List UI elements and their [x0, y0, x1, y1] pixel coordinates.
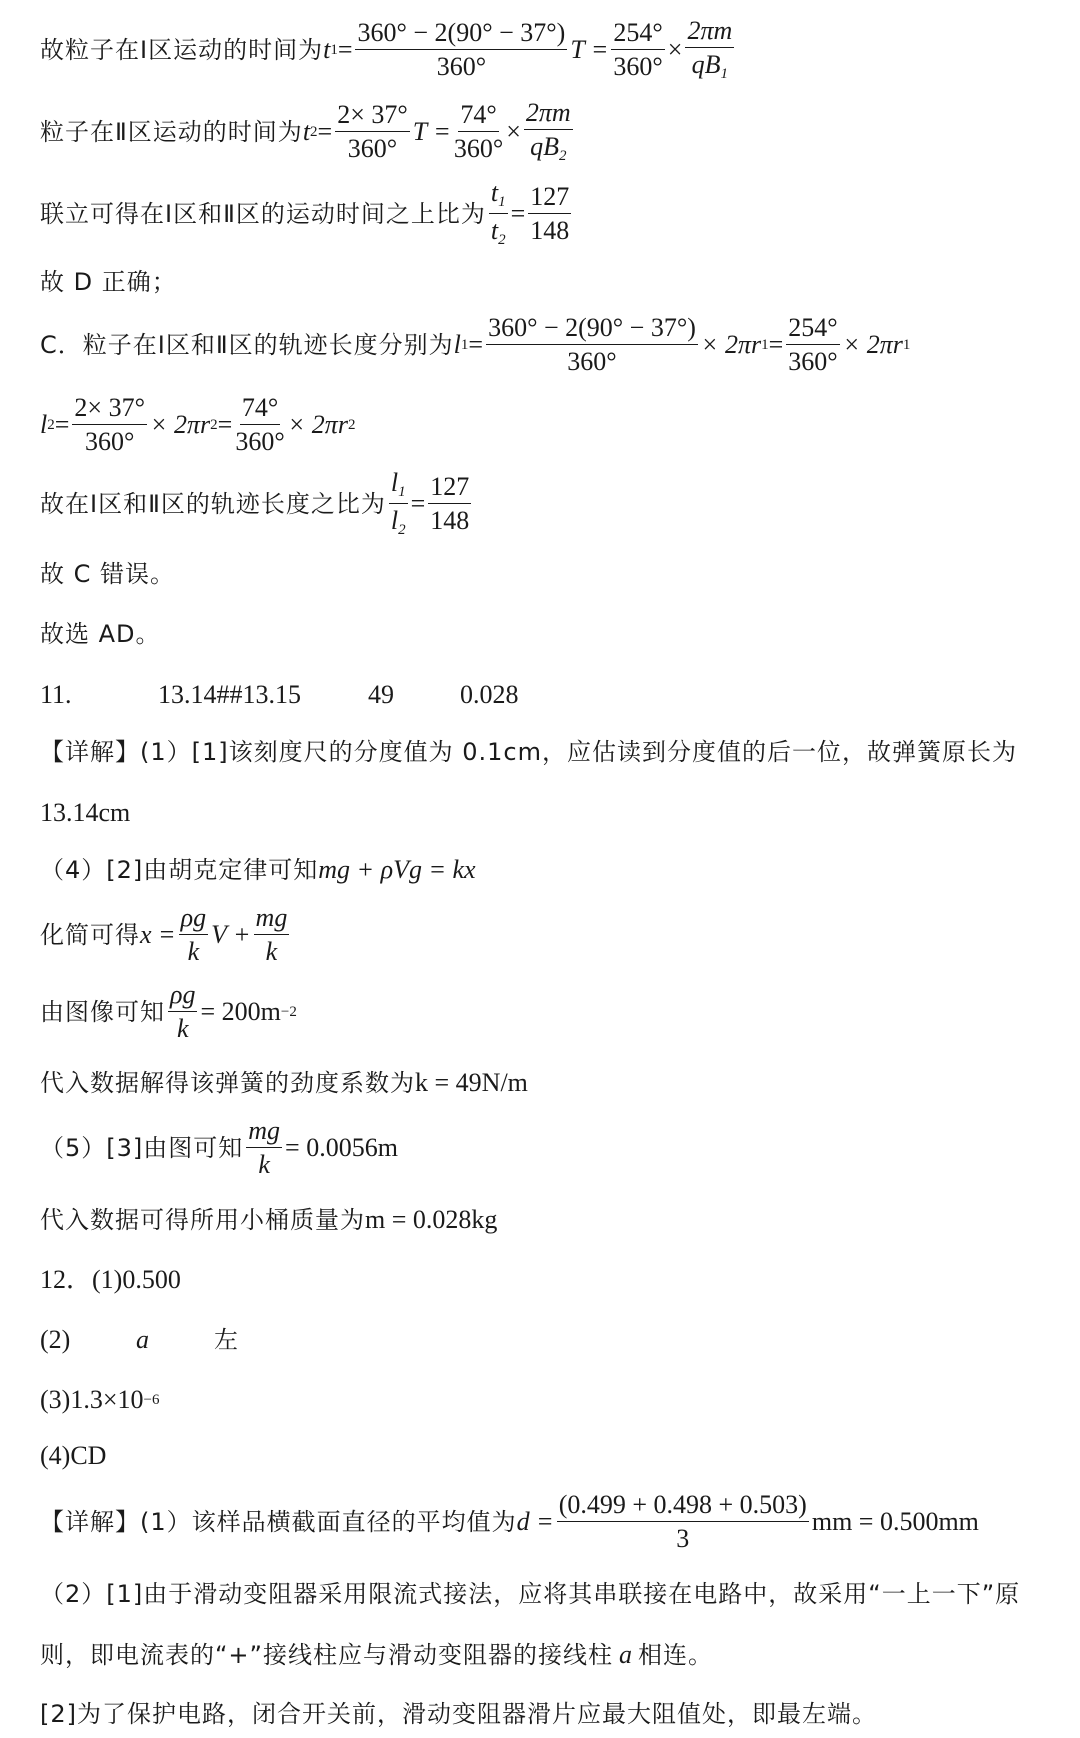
answer-3: 0.028 [460, 680, 519, 709]
den-var: qB [530, 132, 559, 161]
denominator: 360° [347, 134, 398, 163]
numerator: 2× 37° [335, 102, 410, 132]
denominator [391, 504, 406, 538]
text: （5）[3]由图可知 [40, 1134, 244, 1162]
eq: = [410, 489, 426, 518]
denominator: 148 [530, 216, 570, 245]
numerator: ρg [179, 905, 208, 935]
den-var: qB [691, 50, 721, 79]
text: 【详解】(1）该样品横截面直径的平均值为 [40, 1508, 517, 1536]
eq: = [217, 410, 233, 439]
numerator: ρg [168, 982, 197, 1012]
sup: −2 [280, 1003, 297, 1020]
denominator [491, 214, 506, 248]
eq: = [317, 117, 333, 146]
fraction [235, 395, 284, 455]
fraction [72, 395, 147, 455]
fraction [355, 20, 567, 80]
question-number: 11. [40, 680, 72, 709]
denominator: 3 [676, 1524, 690, 1553]
numerator: 360° − 2(90° − 37°) [355, 20, 567, 50]
numerator: 127 [428, 474, 471, 504]
sub: 1 [498, 194, 506, 210]
text: T = [412, 117, 451, 146]
sub: 1 [902, 336, 911, 353]
numerator: 254° [611, 20, 664, 50]
numerator: mg [246, 1118, 282, 1148]
sub: 1 [330, 41, 338, 58]
numerator: 360° − 2(90° − 37°) [486, 315, 698, 345]
sub: 2 [559, 148, 567, 164]
numerator: 74° [240, 395, 280, 425]
fraction [611, 20, 664, 80]
numerator: mg [254, 905, 290, 935]
k-value [40, 1070, 528, 1096]
label: (2) [40, 1325, 71, 1354]
equation-l2 [40, 395, 355, 455]
q11-detail-1 [40, 740, 1017, 764]
text: × 2πr [287, 410, 348, 439]
fraction [486, 315, 698, 375]
equation-l1 [40, 315, 910, 375]
q12-detail-2a [40, 1582, 1020, 1606]
text: （2）[1]由于滑动变阻器采用限流式接法，应将其串联接在电路中，故采用“一上一下”原 [40, 1580, 1021, 1608]
text: = 200m [200, 997, 281, 1026]
var: t [302, 117, 311, 146]
sub: 2 [398, 522, 406, 538]
conclusion-c [40, 562, 175, 586]
eq: = [768, 330, 784, 359]
text: 代入数据可得所用小桶质量为 [40, 1206, 365, 1234]
denominator [530, 130, 566, 164]
fraction [389, 470, 408, 538]
text: 化简可得 [40, 921, 140, 949]
q12-detail-2b [40, 1642, 713, 1668]
q12-answer-4 [40, 1443, 106, 1469]
eq: = [468, 330, 484, 359]
text: = 0.0056m [285, 1133, 398, 1162]
formula: k = 49N/m [415, 1068, 528, 1097]
numerator: 74° [458, 102, 498, 132]
fraction [168, 982, 197, 1042]
equation-l-ratio [40, 470, 474, 538]
times: × [506, 117, 521, 146]
q12-answer-1 [40, 1267, 181, 1293]
numerator [389, 470, 408, 504]
fraction [179, 905, 208, 965]
q11-detail-1b [40, 800, 130, 826]
denominator: 360° [436, 52, 487, 81]
text: 粒子在Ⅱ区运动的时间为 [40, 118, 303, 146]
fraction [335, 102, 410, 162]
text: 故在Ⅰ区和Ⅱ区的轨迹长度之比为 [40, 490, 386, 518]
text: [2]为了保护电路，闭合开关前，滑动变阻器滑片应最大阻值处，即最左端。 [40, 1700, 877, 1728]
text: 【详解】(1）[1]该刻度尺的分度值为 0.1cm，应估读到分度值的后一位，故弹簧原长为 [40, 738, 1017, 766]
text: 由图像可知 [40, 998, 165, 1026]
text: 故 D 正确； [40, 268, 177, 296]
sub: 2 [47, 416, 55, 433]
answer-left: 左 [214, 1326, 239, 1354]
formula: mg + ρVg = kx [318, 855, 476, 884]
denominator: k [258, 1150, 270, 1179]
equation-t1 [40, 18, 737, 82]
q12-detail-2c [40, 1702, 877, 1726]
graph-slope [40, 982, 297, 1042]
var: l [390, 468, 399, 497]
fraction [524, 100, 573, 164]
sub: 2 [210, 416, 218, 433]
text: 联立可得在Ⅰ区和Ⅱ区的运动时间之上比为 [40, 200, 486, 228]
var: t [323, 35, 331, 64]
denominator: 360° [613, 52, 663, 81]
denominator: 360° [453, 134, 504, 163]
sub: 1 [460, 336, 469, 353]
numerator: (0.499 + 0.498 + 0.503) [557, 1492, 809, 1522]
text: （4）[2]由胡克定律可知 [40, 856, 319, 884]
conclusion-d [40, 270, 177, 294]
denominator: 360° [788, 347, 838, 376]
lhs: x = [140, 920, 176, 949]
q12-answer-2 [40, 1327, 239, 1353]
q11-detail-4 [40, 857, 476, 883]
fraction [454, 102, 503, 162]
sub: 1 [761, 336, 769, 353]
numerator: 2× 37° [72, 395, 147, 425]
eq: = [510, 199, 526, 228]
denominator [692, 48, 728, 82]
text: V + [211, 920, 251, 949]
answer-choice [40, 622, 161, 646]
fraction [254, 905, 290, 965]
q12-answer-3 [40, 1387, 159, 1413]
denominator: 360° [235, 427, 285, 456]
text: (3)1.3×10 [40, 1385, 144, 1414]
var: t [490, 178, 499, 207]
times: × [667, 35, 683, 64]
equation-t2 [40, 100, 576, 164]
denominator: k [176, 1014, 189, 1043]
equation-t-ratio [40, 180, 574, 248]
simplify-equation [40, 905, 292, 965]
answer-2: 49 [368, 680, 394, 709]
numerator: 254° [786, 315, 839, 345]
q11-answers [40, 682, 519, 708]
var: l [453, 330, 461, 359]
text: 故粒子在Ⅰ区运动的时间为 [40, 36, 324, 64]
sub: 1 [398, 484, 406, 500]
q11-detail-5 [40, 1118, 398, 1178]
text: 代入数据解得该弹簧的劲度系数为 [40, 1069, 415, 1097]
var: l [40, 410, 48, 439]
text: (4)CD [40, 1441, 107, 1470]
var: t [490, 216, 499, 245]
text: 13.14cm [40, 798, 131, 827]
denominator: 360° [567, 347, 617, 376]
text: T = [570, 35, 609, 64]
fraction [489, 180, 508, 248]
sup: −6 [143, 1391, 160, 1408]
eq: = [337, 35, 353, 64]
numerator [489, 180, 508, 214]
var: l [390, 506, 399, 535]
text: × 2πr [700, 330, 762, 359]
sub: 1 [720, 66, 729, 82]
sub: 2 [310, 123, 318, 140]
sub: 2 [347, 416, 356, 433]
denominator: k [265, 937, 278, 966]
text: × 2πr [149, 410, 211, 439]
numerator: 2πm [524, 100, 573, 130]
mass-value [40, 1207, 497, 1233]
fraction [786, 315, 839, 375]
q12-detail-1 [40, 1492, 979, 1552]
answer-1: 13.14##13.15 [158, 680, 301, 709]
lhs: d = [516, 1507, 554, 1536]
text: 相连。 [637, 1641, 713, 1669]
text: 故 C 错误。 [40, 560, 176, 588]
sub: 2 [498, 232, 506, 248]
answer-a: a [136, 1325, 149, 1354]
numerator: 127 [528, 184, 571, 214]
fraction [246, 1118, 282, 1178]
text: C．粒子在Ⅰ区和Ⅱ区的轨迹长度分别为 [40, 331, 454, 359]
fraction [428, 474, 471, 534]
numerator: 2πm [685, 18, 734, 48]
denominator: k [187, 937, 200, 966]
formula: m = 0.028kg [365, 1205, 498, 1234]
denominator: 148 [430, 506, 470, 535]
text: 则，即电流表的“+”接线柱应与滑动变阻器的接线柱 [40, 1641, 613, 1669]
text: 12．(1)0.500 [40, 1265, 181, 1294]
text: 故选 AD。 [40, 620, 161, 648]
var: a [618, 1640, 632, 1669]
fraction [685, 18, 734, 82]
text: mm = 0.500mm [811, 1507, 979, 1536]
denominator: 360° [84, 427, 135, 456]
fraction [528, 184, 571, 244]
fraction [557, 1492, 809, 1552]
eq: = [54, 410, 70, 439]
text: × 2πr [842, 330, 903, 359]
